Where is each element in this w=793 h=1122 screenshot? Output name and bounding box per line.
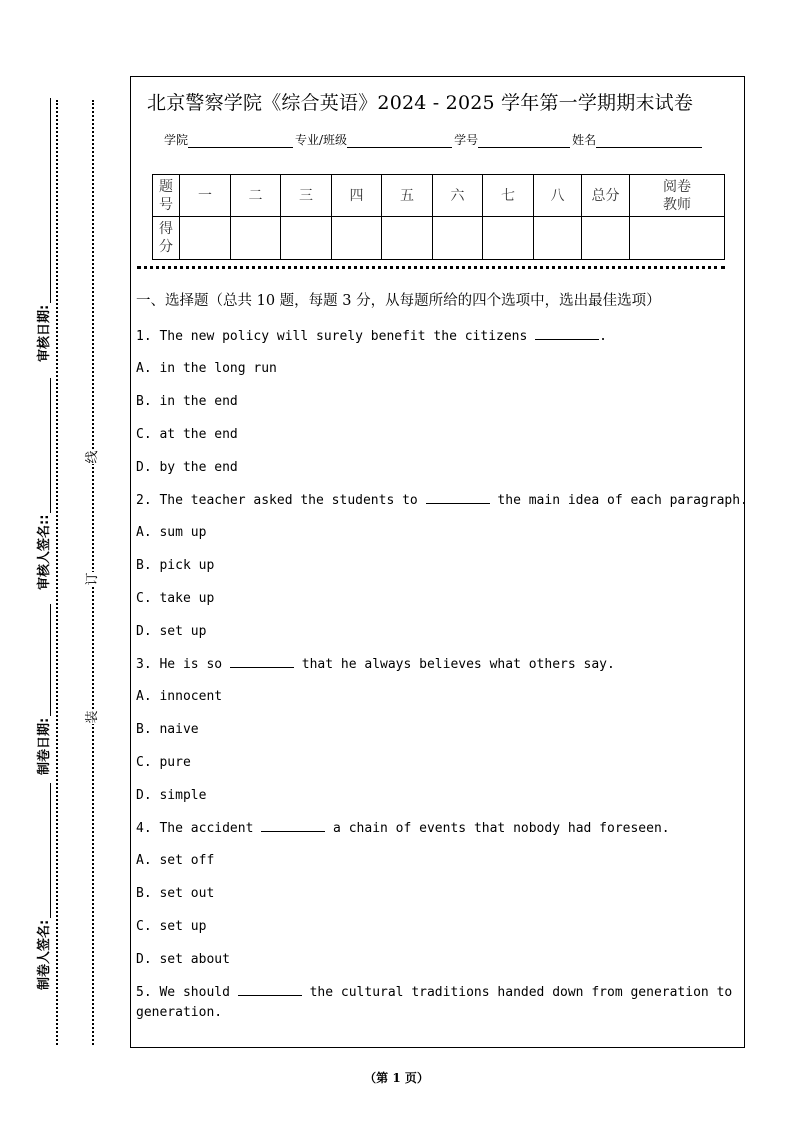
score-cell[interactable] xyxy=(433,217,483,260)
option[interactable]: B. pick up xyxy=(136,558,215,573)
column-header: 六 xyxy=(433,175,483,217)
maker-sign-line[interactable] xyxy=(50,783,51,918)
question-stem: 5. We should the cultural traditions handed down from generation to xyxy=(136,985,733,1000)
score-cell[interactable] xyxy=(382,217,433,260)
binding-char-order: 订 xyxy=(85,572,100,586)
binding-char-line: 线 xyxy=(85,450,100,464)
column-header-grader: 阅卷 教师 xyxy=(630,175,725,217)
score-table-score-row xyxy=(153,217,725,260)
score-cell[interactable] xyxy=(332,217,382,260)
header-separator xyxy=(137,266,725,269)
option[interactable]: D. simple xyxy=(136,788,207,803)
reviewer-date-label: 审核日期: xyxy=(37,304,52,362)
score-table-header-row xyxy=(153,175,725,217)
reviewer-sign-line[interactable] xyxy=(50,378,51,513)
maker-sign-label: 制卷人签名: xyxy=(37,919,52,990)
question-stem-continuation: generation. xyxy=(136,1005,223,1020)
question-stem: 1. The new policy will surely benefit the citizens . xyxy=(136,329,607,344)
maker-sign-field xyxy=(38,783,51,990)
score-cell-total[interactable] xyxy=(582,217,630,260)
college-label: 学院 xyxy=(164,133,189,147)
row-label-question-number: 题 号 xyxy=(153,175,180,217)
answer-blank[interactable] xyxy=(261,820,325,832)
major-field[interactable] xyxy=(347,133,452,148)
score-cell[interactable] xyxy=(281,217,332,260)
column-header: 四 xyxy=(332,175,382,217)
score-cell[interactable] xyxy=(180,217,231,260)
score-cell-grader[interactable] xyxy=(630,217,725,260)
option[interactable]: A. set off xyxy=(136,853,215,868)
option[interactable]: D. set about xyxy=(136,952,230,967)
student-id-field[interactable] xyxy=(478,133,570,148)
option[interactable]: A. sum up xyxy=(136,525,207,540)
major-label: 专业/班级 xyxy=(295,133,348,147)
column-header: 一 xyxy=(180,175,231,217)
question-stem: 2. The teacher asked the students to the main idea of each paragraph. xyxy=(136,493,748,508)
column-header: 三 xyxy=(281,175,332,217)
column-header: 五 xyxy=(382,175,433,217)
score-cell[interactable] xyxy=(231,217,281,260)
name-field[interactable] xyxy=(596,133,702,148)
score-cell[interactable] xyxy=(534,217,582,260)
maker-date-label: 制卷日期: xyxy=(37,717,52,775)
option[interactable]: D. set up xyxy=(136,624,207,639)
column-header: 二 xyxy=(231,175,281,217)
score-cell[interactable] xyxy=(483,217,534,260)
option[interactable]: B. set out xyxy=(136,886,215,901)
column-header: 八 xyxy=(534,175,582,217)
student-id-label: 学号 xyxy=(454,133,479,147)
option[interactable]: A. innocent xyxy=(136,689,223,704)
option[interactable]: C. take up xyxy=(136,591,215,606)
column-header-total: 总分 xyxy=(582,175,630,217)
option[interactable]: B. in the end xyxy=(136,394,238,409)
question-stem: 4. The accident a chain of events that nobody had foreseen. xyxy=(136,821,670,836)
maker-date-line[interactable] xyxy=(50,604,51,716)
option[interactable]: A. in the long run xyxy=(136,361,277,376)
answer-blank[interactable] xyxy=(230,656,294,668)
option[interactable]: B. naive xyxy=(136,722,199,737)
maker-date-field xyxy=(38,604,51,775)
student-info-line xyxy=(164,131,704,148)
question-stem: 3. He is so that he always believes what others say. xyxy=(136,657,615,672)
column-header: 七 xyxy=(483,175,534,217)
score-table xyxy=(152,174,725,260)
reviewer-sign-field xyxy=(38,378,51,590)
binding-dotted-line-outer xyxy=(56,100,58,1045)
name-label: 姓名 xyxy=(572,133,597,147)
reviewer-date-line[interactable] xyxy=(50,98,51,303)
answer-blank[interactable] xyxy=(238,984,302,996)
answer-blank[interactable] xyxy=(426,492,490,504)
option[interactable]: C. at the end xyxy=(136,427,238,442)
option[interactable]: C. set up xyxy=(136,919,207,934)
exam-title: 北京警察学院《综合英语》2024 - 2025 学年第一学期期末试卷 xyxy=(147,92,694,114)
answer-blank[interactable] xyxy=(535,328,599,340)
reviewer-date-field xyxy=(38,98,51,362)
reviewer-sign-label: 审核人签名:: xyxy=(37,514,52,590)
section-heading: 一、选择题（总共 10 题，每题 3 分，从每题所给的四个选项中，选出最佳选项） xyxy=(136,293,661,309)
row-label-score: 得 分 xyxy=(153,217,180,260)
binding-char-bind: 装 xyxy=(85,710,100,724)
college-field[interactable] xyxy=(188,133,293,148)
option[interactable]: C. pure xyxy=(136,755,191,770)
option[interactable]: D. by the end xyxy=(136,460,238,475)
page-number: （第 1 页） xyxy=(364,1071,429,1085)
